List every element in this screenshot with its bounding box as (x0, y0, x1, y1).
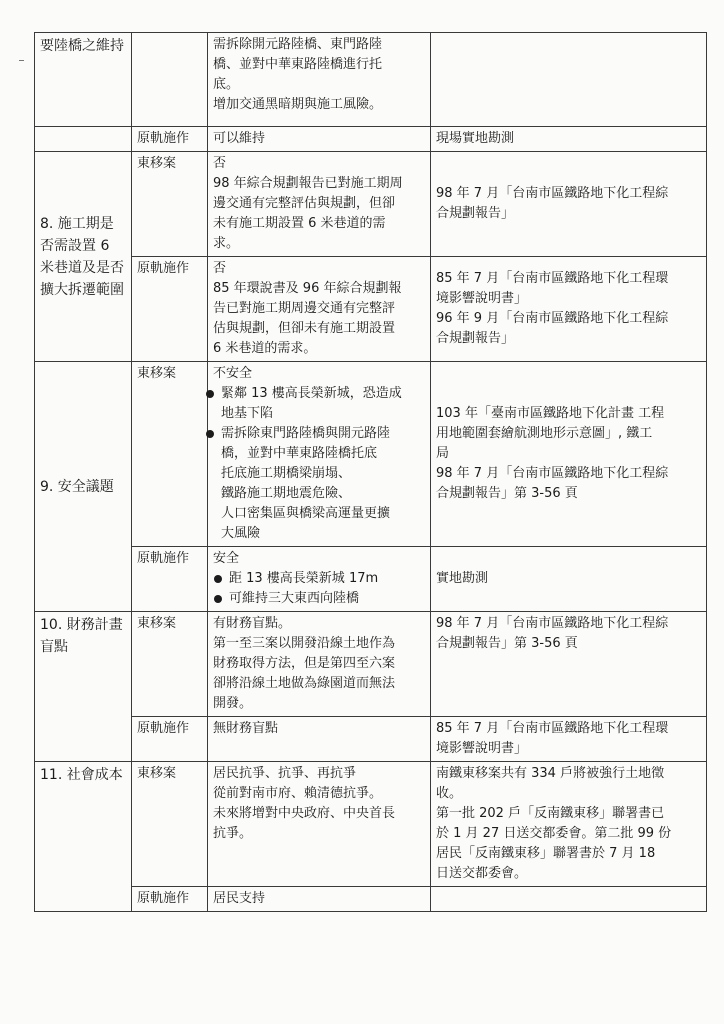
description-cell (208, 33, 431, 127)
table-row (35, 257, 707, 362)
source-cell (431, 33, 707, 127)
text-line: 邊交通有完整評估與規劃，但卻 (213, 196, 396, 211)
table-row (35, 762, 707, 887)
text-line: 98 年 7 月「台南市區鐵路地下化工程綜 (436, 616, 669, 631)
text-line: 96 年 9 月「台南市區鐵路地下化工程綜 (436, 311, 669, 326)
text-line: 85 年 7 月「台南市區鐵路地下化工程環 (436, 271, 669, 286)
margin-tick-mark (19, 60, 24, 61)
plan-cell: 原軌施作 (132, 547, 208, 612)
text-line: 未來將增對中央政府、中央首長 (213, 806, 396, 821)
plan-cell: 原軌施作 (132, 127, 208, 152)
source-cell (431, 717, 707, 762)
text-line: 卻將沿線土地做為綠園道而無法 (213, 676, 396, 691)
text-line: 98 年 7 月「台南市區鐵路地下化工程綜 (436, 186, 669, 201)
description-cell (208, 547, 431, 612)
text-line: 求。 (213, 236, 240, 251)
text-line: 安全 (213, 551, 240, 566)
comparison-table (34, 32, 707, 912)
text-line: 否 (213, 156, 227, 171)
source-cell (431, 762, 707, 887)
bullet-item: 距 13 樓高長榮新城 17m (213, 569, 425, 589)
description-cell: 居民支持 (208, 887, 431, 912)
source-cell (431, 257, 707, 362)
table-row (35, 887, 707, 912)
plan-cell: 東移案 (132, 612, 208, 717)
text-line: 103 年「臺南市區鐵路地下化計畫 工程 (436, 406, 665, 421)
plan-cell (132, 33, 208, 127)
source-cell: 現場實地勘測 (431, 127, 707, 152)
text-line: 否 (213, 261, 227, 276)
text-line: 底。 (213, 77, 240, 92)
issue-cell: 9. 安全議題 (35, 362, 132, 612)
text-line: 局 (436, 446, 450, 461)
text-line: 告已對施工期周邊交通有完整評 (213, 301, 396, 316)
plan-cell: 原軌施作 (132, 887, 208, 912)
text-line: 需拆除東門路陸橋與開元路陸 (221, 426, 391, 441)
text-line: 南鐵東移案共有 334 戶將被強行土地徵 (436, 766, 665, 781)
source-cell (431, 612, 707, 717)
text-line: 未有施工期設置 6 米巷道的需 (213, 216, 386, 231)
issue-cell: 10. 財務計畫盲點 (35, 612, 132, 762)
plan-cell: 原軌施作 (132, 257, 208, 362)
plan-cell: 東移案 (132, 152, 208, 257)
text-line: 於 1 月 27 日送交都委會。第二批 99 份 (436, 826, 672, 841)
source-cell (431, 887, 707, 912)
text-line: 合規劃報告」 (436, 206, 515, 221)
source-cell (431, 362, 707, 547)
bullet-item: 可維持三大東西向陸橋 (213, 589, 425, 609)
description-cell (208, 612, 431, 717)
text-line: 合規劃報告」第 3-56 頁 (436, 636, 578, 651)
table-row (35, 362, 707, 547)
text-line: 有財務盲點。 (213, 616, 292, 631)
text-line: 合規劃報告」 (436, 331, 515, 346)
text-line: 托底施工期橋梁崩塌、 (221, 466, 352, 481)
issue-cell: 8. 施工期是否需設置 6 米巷道及是否擴大拆遷範圍 (35, 152, 132, 362)
issue-cell: 要陸橋之維持 (35, 33, 132, 127)
text-line: 用地範圍套繪航測地形示意圖」, 鐵工 (436, 426, 653, 441)
text-line: 開發。 (213, 696, 253, 711)
plan-cell: 原軌施作 (132, 717, 208, 762)
table-row (35, 127, 707, 152)
text-line: 98 年 7 月「台南市區鐵路地下化工程綜 (436, 466, 669, 481)
description-cell (208, 152, 431, 257)
text-line: 日送交都委會。 (436, 866, 528, 881)
bullet-item (213, 384, 425, 424)
text-line: 境影響說明書」 (436, 291, 528, 306)
description-cell: 無財務盲點 (208, 717, 431, 762)
text-line: 6 米巷道的需求。 (213, 341, 317, 356)
source-cell (431, 152, 707, 257)
text-line: 估與規劃，但卻未有施工期設置 (213, 321, 396, 336)
text-line: 不安全 (213, 366, 253, 381)
comparison-table-page (34, 32, 706, 912)
text-line: 98 年綜合規劃報告已對施工期周 (213, 176, 403, 191)
table-row (35, 547, 707, 612)
description-cell (208, 257, 431, 362)
text-line: 緊鄰 13 樓高長榮新城，恐造成 (221, 386, 402, 401)
issue-cell (35, 127, 132, 152)
table-row (35, 152, 707, 257)
text-line: 人口密集區與橋梁高運量更擴 (221, 506, 391, 521)
plan-cell: 東移案 (132, 762, 208, 887)
description-cell (208, 762, 431, 887)
text-line: 居民抗爭、抗爭、再抗爭 (213, 766, 357, 781)
text-line: 合規劃報告」第 3-56 頁 (436, 486, 578, 501)
issue-cell: 11. 社會成本 (35, 762, 132, 912)
text-line: 抗爭。 (213, 826, 253, 841)
description-cell (208, 362, 431, 547)
text-line: 85 年環說書及 96 年綜合規劃報 (213, 281, 402, 296)
text-line: 大風險 (221, 526, 261, 541)
text-line: 需拆除開元路陸橋、東門路陸 (213, 37, 383, 52)
text-line: 85 年 7 月「台南市區鐵路地下化工程環 (436, 721, 669, 736)
text-line: 第一批 202 戶「反南鐵東移」聯署書已 (436, 806, 665, 821)
bullet-item (213, 424, 425, 544)
text-line: 橋、並對中華東路陸橋進行托 (213, 57, 383, 72)
text-line: 地基下陷 (221, 406, 274, 421)
text-line: 鐵路施工期地震危險、 (221, 486, 352, 501)
text-line: 增加交通黑暗期與施工風險。 (213, 97, 383, 112)
text-line: 從前對南市府、賴清德抗爭。 (213, 786, 383, 801)
text-line: 第一至三案以開發沿線土地作為 (213, 636, 396, 651)
table-row (35, 717, 707, 762)
text-line: 收。 (436, 786, 463, 801)
text-line: 境影響說明書」 (436, 741, 528, 756)
source-cell: 實地勘測 (431, 547, 707, 612)
text-line: 橋，並對中華東路陸橋托底 (221, 446, 378, 461)
text-line: 財務取得方法，但是第四至六案 (213, 656, 396, 671)
description-cell: 可以維持 (208, 127, 431, 152)
table-row (35, 33, 707, 127)
table-row (35, 612, 707, 717)
text-line: 居民「反南鐵東移」聯署書於 7 月 18 (436, 846, 656, 861)
plan-cell: 東移案 (132, 362, 208, 547)
